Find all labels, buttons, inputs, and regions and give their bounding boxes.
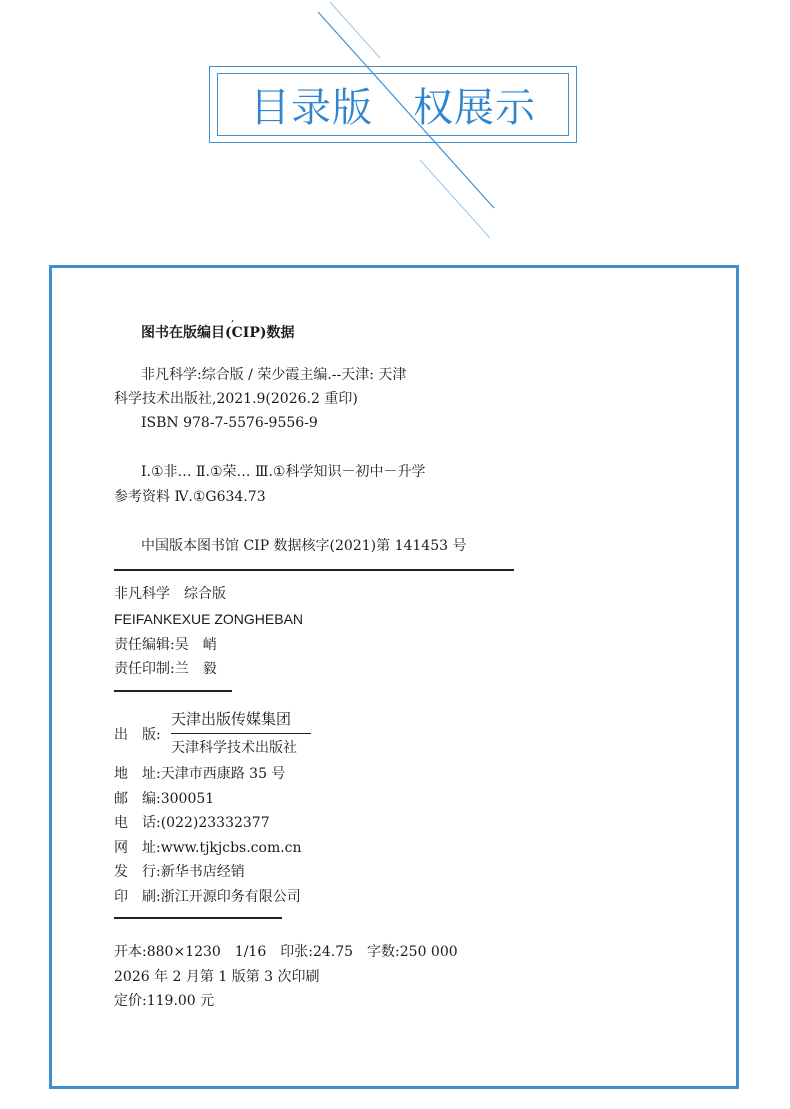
publisher-printing: 印 刷:浙江开源印务有限公司 [114, 889, 301, 905]
publisher-label: 出 版: [114, 727, 161, 743]
responsible-editor: 责任编辑:吴 峭 [114, 637, 217, 653]
publisher-address: 地 址:天津市西康路 35 号 [114, 766, 286, 782]
spec-edition: 2026 年 2 月第 1 版第 3 次印刷 [114, 969, 320, 985]
publisher-press: 天津科学技术出版社 [171, 740, 297, 756]
book-title-pinyin: FEIFANKEXUE ZONGHEBAN [114, 611, 304, 627]
stray-mark: , [231, 313, 235, 324]
page-title-left: 目录版 [250, 85, 373, 131]
cip-line-1: 非凡科学:综合版 / 荣少霞主编.--天津: 天津 [141, 367, 407, 383]
divider [114, 917, 282, 919]
publisher-divider [171, 733, 311, 734]
spec-price: 定价:119.00 元 [114, 993, 215, 1009]
responsible-printing: 责任印制:兰 毅 [114, 661, 217, 677]
page-title-right: 权展示 [413, 85, 536, 131]
cip-classification-cont: 参考资料 Ⅳ.①G634.73 [114, 489, 266, 505]
book-title-cn: 非凡科学 综合版 [114, 586, 226, 602]
publisher-phone: 电 话:(022)23332377 [114, 815, 270, 831]
publisher-group: 天津出版传媒集团 [171, 710, 292, 728]
spec-format: 开本:880×1230 1/16 印张:24.75 字数:250 000 [114, 944, 458, 960]
publisher-distributor: 发 行:新华书店经销 [114, 864, 245, 880]
publisher-postcode: 邮 编:300051 [114, 791, 215, 807]
cip-line-2: 科学技术出版社,2021.9(2026.2 重印) [114, 391, 358, 407]
cip-isbn: ISBN 978-7-5576-9556-9 [141, 415, 318, 431]
page-title [209, 66, 577, 143]
cip-heading: 图书在版编目(CIP)数据 [141, 325, 295, 341]
cip-classification: Ⅰ.①非… Ⅱ.①荣… Ⅲ.①科学知识－初中－升学 [141, 464, 426, 480]
divider [114, 690, 232, 692]
cip-record-number: 中国版本图书馆 CIP 数据核字(2021)第 141453 号 [141, 538, 467, 554]
divider [114, 569, 514, 571]
publisher-website: 网 址:www.tjkjcbs.com.cn [114, 840, 302, 856]
